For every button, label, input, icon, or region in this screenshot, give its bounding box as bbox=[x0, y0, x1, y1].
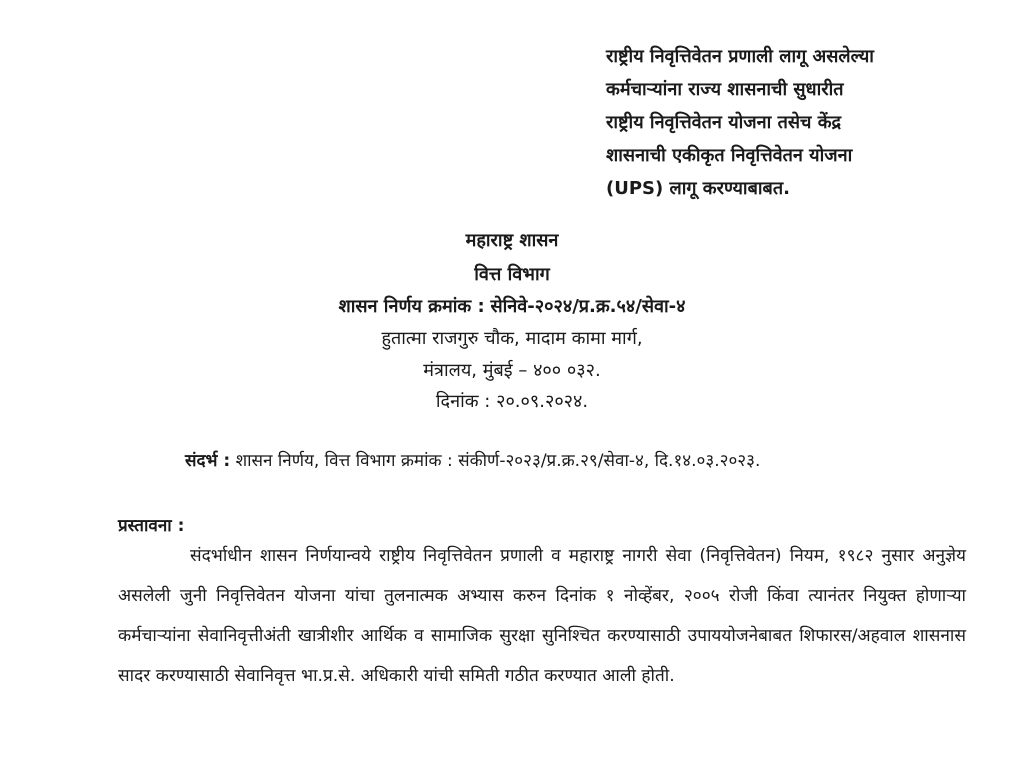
government-name: महाराष्ट्र शासन bbox=[465, 230, 559, 251]
reference-line bbox=[185, 448, 760, 471]
preamble-paragraph bbox=[118, 536, 966, 696]
resolution-number-line bbox=[0, 294, 1024, 318]
date-line bbox=[0, 389, 1024, 413]
date-label: दिनांक : bbox=[435, 391, 491, 412]
reference-label: संदर्भ : bbox=[185, 451, 231, 471]
subject-line: शासनाची एकीकृत निवृत्तिवेतन योजना bbox=[606, 145, 853, 166]
subject-line: कर्मचाऱ्यांना राज्य शासनाची सुधारीत bbox=[606, 79, 844, 100]
resolution-label: शासन निर्णय क्रमांक : bbox=[338, 296, 485, 317]
subject-line: (UPS) लागू करण्याबाबत. bbox=[606, 178, 790, 199]
subject-line: राष्ट्रीय निवृत्तिवेतन योजना तसेच केंद्र bbox=[606, 112, 842, 133]
resolution-number: सेनिवे-२०२४/प्र.क्र.५४/सेवा-४ bbox=[490, 296, 686, 317]
preamble-heading: प्रस्तावना : bbox=[118, 516, 185, 536]
reference-text: शासन निर्णय, वित्त विभाग क्रमांक : संकीर्ण-२०२३/प्र.क्र.२९/सेवा-४, दि.१४.०३.२०२३. bbox=[235, 451, 761, 471]
department-name: वित्त विभाग bbox=[474, 264, 550, 285]
address-line-2: मंत्रालय, मुंबई – ४०० ०३२. bbox=[423, 360, 601, 381]
date-value: २०.०९.२०२४. bbox=[496, 391, 589, 412]
address-line-1: हुतात्मा राजगुरु चौक, मादाम कामा मार्ग, bbox=[381, 328, 643, 349]
subject-block bbox=[606, 40, 966, 205]
subject-line: राष्ट्रीय निवृत्तिवेतन प्रणाली लागू असलेल्या bbox=[606, 46, 874, 67]
preamble-text: संदर्भाधीन शासन निर्णयान्वये राष्ट्रीय निवृत्तिवेतन प्रणाली व महाराष्ट्र नागरी सेवा (निवृत्तिवेतन) नियम, १९८२ नुसार अनुज्ञेय असलेली जुनी निवृत्तिवेतन योजना यांचा तुलनात्मक अभ्यास करुन दिनांक १ नोव्हेंबर, २००५ रोजी किंवा त्यानंतर नियुक्त होणाऱ्या कर्मचाऱ्यांना सेवानिवृत्तीअंती खात्रीशीर आर्थिक व सामाजिक सुरक्षा सुनिश्चित करण्यासाठी उपाययोजनेबाबत शिफारस/अहवाल शासनास सादर करण्यासाठी सेवानिवृत्त भा.प्र.से. अधिकारी यांची समिती गठीत करण्यात आली होती. bbox=[118, 546, 966, 686]
